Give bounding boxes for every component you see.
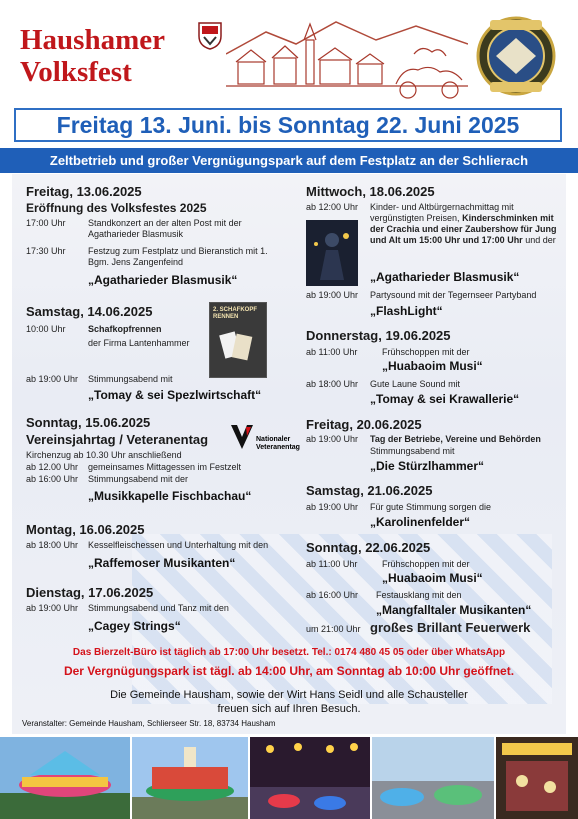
event-desc: Gute Laune Sound mit	[370, 379, 461, 389]
thanks-message	[14, 688, 564, 716]
carousel-photo-1	[0, 737, 130, 819]
thanks-line-1: Die Gemeinde Hausham, sowie der Wirt Hans Seidl und alle Schausteller	[110, 689, 468, 701]
event-row	[306, 620, 566, 638]
band-name: „Karolinenfelder“	[370, 515, 471, 529]
day-heading-wed-18: Mittwoch, 18.06.2025	[306, 184, 435, 199]
band-name: „Tomay & sei Spezlwirtschaft“	[88, 388, 262, 402]
event-time: ab 18:00 Uhr	[306, 379, 359, 389]
event-time: ab 19:00 Uhr	[306, 502, 359, 512]
event-desc: Stimmungsabend mit	[88, 374, 173, 384]
fireworks-label: großes Brillant Feuerwerk	[370, 620, 531, 635]
event-time: ab 19:00 Uhr	[306, 290, 359, 300]
band-name: „FlashLight“	[370, 304, 443, 318]
festival-title	[20, 24, 165, 88]
day-heading-mon-16: Montag, 16.06.2025	[26, 522, 145, 537]
event-desc-part-b: Kinderschminken mit der Crachia und einer Zaubershow für Jung und Alt um 15:00 Uhr und 17:00 Uhr	[370, 213, 557, 245]
event-desc-part-c: und der	[525, 235, 556, 245]
event-row	[306, 290, 566, 302]
office-info: Das Bierzelt-Büro ist täglich ab 17:00 Uhr besetzt. Tel.: 0174 480 45 05 oder über WhatsApp	[72, 647, 506, 658]
band-name: „Agatharieder Blasmusik“	[370, 270, 520, 284]
event-time: ab 19:00 Uhr	[306, 434, 359, 444]
band-name: „Mangfalltaler Musikanten“	[376, 603, 532, 617]
subtitle-banner: Zeltbetrieb und großer Vergnügungspark auf dem Festplatz an der Schlierach	[0, 148, 578, 173]
event-time: 17:00 Uhr	[26, 218, 66, 228]
title-line-1: Haushamer	[20, 24, 165, 56]
header	[0, 0, 578, 108]
arcade-stall-photo	[496, 737, 578, 819]
park-hours: Der Vergnügungspark ist tägl. ab 14:00 Uhr, am Sonntag ab 10:00 Uhr geöffnet.	[63, 664, 515, 678]
village-panorama-drawing	[226, 14, 468, 104]
event-time: um 21:00 Uhr	[306, 624, 361, 634]
thanks-line-2: freuen sich auf Ihren Besuch.	[217, 703, 361, 715]
day-heading-sat-14: Samstag, 14.06.2025	[26, 304, 153, 319]
veterans-logo-text: Nationaler Veteranentag	[256, 436, 300, 451]
event-desc: Kirchenzug ab 10.30 Uhr anschließend	[26, 450, 182, 460]
carousel-photo-2	[132, 737, 248, 819]
event-row	[306, 379, 566, 391]
veterans-v-logo-icon	[230, 424, 254, 450]
event-desc	[370, 202, 560, 246]
title-line-2: Volksfest	[20, 56, 132, 88]
event-desc: Frühschoppen mit der	[382, 347, 470, 357]
event-desc: Stimmungsabend mit der	[88, 474, 189, 484]
event-desc: Festausklang mit den	[376, 590, 462, 600]
date-range-banner: Freitag 13. Juni. bis Sonntag 22. Juni 2025	[14, 108, 562, 142]
event-time: 10:00 Uhr	[26, 324, 66, 334]
band-name: „Huabaoim Musi“	[382, 571, 483, 585]
schafkopf-flyer-image	[209, 302, 267, 378]
event-time: ab 19:00 Uhr	[26, 603, 79, 613]
festival-seal-logo	[476, 14, 556, 98]
day-heading-sat-21: Samstag, 21.06.2025	[306, 483, 433, 498]
event-title: Tag der Betriebe, Vereine und Behörden	[370, 434, 541, 444]
event-row	[306, 347, 566, 359]
veterans-heading: Vereinsjahrtag / Veteranentag	[26, 432, 209, 447]
coat-of-arms-icon	[198, 22, 222, 50]
playing-cards-icon	[218, 329, 258, 369]
event-time: ab 12:00 Uhr	[306, 202, 359, 212]
day-heading-tue-17: Dienstag, 17.06.2025	[26, 585, 154, 600]
opening-heading: Eröffnung des Volksfestes 2025	[26, 201, 207, 215]
ride-cars-photo	[372, 737, 494, 819]
day-heading-thu-19: Donnerstag, 19.06.2025	[306, 328, 451, 343]
event-desc: Stimmungsabend und Tanz mit den	[88, 603, 229, 613]
band-name: „Raffemoser Musikanten“	[88, 556, 236, 570]
band-name: „Musikkapelle Fischbachau“	[88, 489, 252, 503]
event-time: ab 16:00 Uhr	[26, 474, 79, 484]
event-desc: Für gute Stimmung sorgen die	[370, 502, 492, 512]
event-row	[26, 462, 296, 474]
event-row	[26, 246, 296, 270]
event-desc: Partysound mit der Tegernseer Partyband	[370, 290, 537, 300]
event-row	[26, 474, 296, 486]
band-name: „Die Stürzlhammer“	[370, 459, 485, 473]
event-time: ab 18:00 Uhr	[26, 540, 79, 550]
band-name: „Tomay & sei Krawallerie“	[370, 392, 520, 406]
event-desc: Kesselfleischessen und Unterhaltung mit den	[88, 540, 269, 550]
band-name: „Huabaoim Musi“	[382, 359, 483, 373]
event-row	[26, 374, 226, 386]
event-desc: Festzug zum Festplatz und Bieranstich mit 1. Bgm. Jens Zangenfeind	[88, 246, 268, 267]
event-title: Schafkopfrennen	[88, 324, 162, 334]
flyer-label: 2. SCHAFKOPF RENNEN	[213, 307, 258, 320]
fairground-photo-strip	[0, 737, 578, 819]
day-heading-fri-13: Freitag, 13.06.2025	[26, 184, 142, 199]
band-name: „Cagey Strings“	[88, 619, 181, 633]
event-time: ab 19:00 Uhr	[26, 374, 79, 384]
event-desc: Frühschoppen mit der	[382, 559, 470, 569]
event-row	[306, 559, 566, 571]
band-name: „Agatharieder Blasmusik“	[88, 273, 238, 287]
day-heading-sun-15: Sonntag, 15.06.2025	[26, 415, 151, 430]
event-time: ab 11:00 Uhr	[306, 347, 358, 357]
event-desc: Stimmungsabend mit	[370, 446, 455, 456]
magic-show-photo	[306, 220, 358, 286]
event-time: ab 16:00 Uhr	[306, 590, 359, 600]
event-time: ab 11:00 Uhr	[306, 559, 358, 569]
event-time: 17:30 Uhr	[26, 246, 66, 256]
event-row	[306, 590, 566, 602]
event-row	[306, 434, 566, 446]
organizer-line: Veranstalter: Gemeinde Hausham, Schlierseer Str. 18, 83734 Hausham	[22, 719, 276, 728]
event-row	[26, 218, 296, 242]
event-row	[26, 603, 306, 615]
day-heading-sun-22: Sonntag, 22.06.2025	[306, 540, 431, 555]
event-desc: der Firma Lantenhammer	[88, 338, 190, 348]
event-row	[26, 540, 306, 552]
event-desc: Standkonzert an der alten Post mit der Agatharieder Blasmusik	[88, 218, 242, 239]
bumper-cars-photo	[250, 737, 370, 819]
event-desc: gemeinsames Mittagessen im Festzelt	[88, 462, 242, 472]
magician-silhouette-icon	[306, 220, 358, 286]
day-heading-fri-20: Freitag, 20.06.2025	[306, 417, 422, 432]
event-desc-part-a: Kinder- und Altbürgernachmittag mit vergünstigten Preisen,	[370, 202, 514, 223]
event-row	[306, 502, 566, 514]
event-time: ab 12.00 Uhr	[26, 462, 79, 472]
